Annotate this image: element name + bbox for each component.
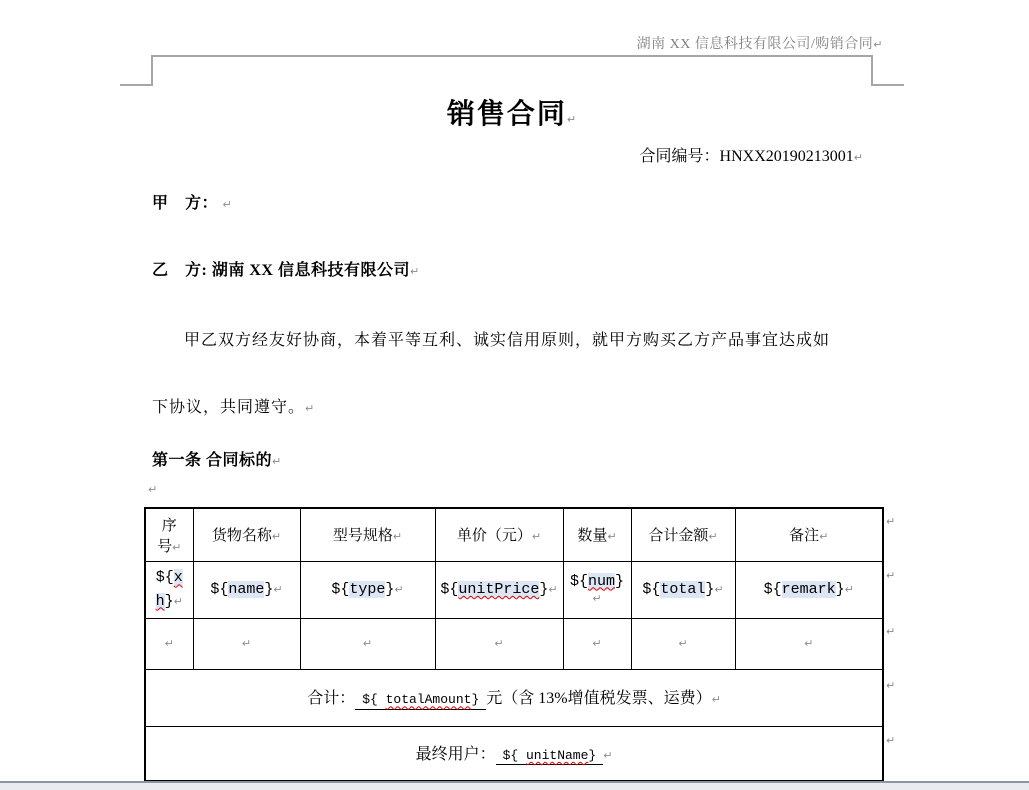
header-remark: 备注 [789, 528, 820, 545]
header-boundary-right-step [871, 84, 904, 86]
placeholder-var-xh: xh [155, 569, 183, 610]
paragraph-mark: ↵ [714, 583, 724, 596]
placeholder-var-unitprice: unitPrice [458, 581, 540, 598]
placeholder-prefix: ${ [331, 581, 350, 598]
paragraph-mark: ↵ [678, 637, 688, 650]
header-total: 合计金额 [648, 528, 709, 545]
header-boundary-left-vertical [151, 55, 153, 85]
paragraph-mark: ↵ [172, 540, 182, 554]
paragraph-mark: ↵ [886, 515, 896, 528]
paragraph-mark: ↵ [392, 530, 403, 544]
empty-cell [300, 618, 435, 669]
end-user-field [496, 745, 604, 765]
placeholder-var-remark: remark [781, 581, 836, 598]
document-title-line [152, 92, 873, 132]
paragraph-mark: ↵ [222, 198, 233, 211]
header-xuhao-line2: 号 [157, 538, 173, 555]
paragraph-mark: ↵ [148, 483, 158, 496]
header-cell-name [193, 508, 300, 561]
header-cell-num [563, 508, 631, 561]
party-b-line [152, 257, 420, 280]
placeholder-cell-xh [145, 561, 193, 618]
paragraph-mark: ↵ [804, 637, 814, 650]
paragraph-mark: ↵ [886, 679, 896, 692]
placeholder-cell-total [631, 561, 735, 618]
header-cell-type [300, 508, 435, 561]
placeholder-cell-unitprice [435, 561, 563, 618]
paragraph-mark: ↵ [886, 569, 896, 582]
header-unitprice: 单价（元） [456, 528, 532, 545]
party-a-label: 甲 方： [152, 195, 219, 212]
total-suffix-text: 元（含 13%增值税发票、运费） [486, 690, 712, 708]
user-field-prefix: ${ [502, 748, 526, 764]
goods-table [144, 507, 884, 782]
paragraph-mark: ↵ [409, 265, 420, 278]
paragraph-mark: ↵ [853, 151, 863, 164]
placeholder-prefix: ${ [210, 581, 229, 598]
header-cell-xuhao [145, 508, 193, 561]
paragraph-mark: ↵ [566, 113, 579, 126]
paragraph-mark: ↵ [711, 693, 721, 707]
placeholder-suffix: } [539, 581, 549, 598]
total-field-prefix: ${ [362, 692, 386, 708]
paragraph-mark: ↵ [886, 625, 896, 638]
total-amount-field [355, 689, 486, 709]
paragraph-mark: ↵ [592, 637, 602, 650]
paragraph-mark: ↵ [607, 530, 617, 544]
header-name: 货物名称 [211, 528, 272, 545]
paragraph-mark: ↵ [273, 583, 283, 596]
paragraph-mark: ↵ [819, 530, 829, 544]
header-cell-remark [735, 508, 883, 561]
user-field-var: unitName [525, 748, 589, 764]
header-num: 数量 [577, 528, 608, 545]
header-cell-unitprice [435, 508, 563, 561]
window-bottom-band [0, 783, 1029, 790]
placeholder-prefix: ${ [440, 581, 459, 598]
header-type: 型号规格 [332, 528, 393, 545]
total-amount-row [145, 669, 883, 726]
placeholder-var-total: total [660, 581, 706, 598]
paragraph-mark: ↵ [494, 637, 504, 650]
body-paragraph-line-2 [152, 394, 315, 417]
empty-cell [735, 618, 883, 669]
row-end-mark [886, 676, 895, 694]
empty-paragraph-mark [148, 480, 157, 498]
row-end-mark [886, 731, 895, 749]
paragraph-mark: ↵ [271, 530, 282, 544]
page-header-text [637, 33, 883, 53]
header-boundary-line [151, 55, 873, 57]
row-end-mark [886, 566, 895, 584]
contract-number-line [640, 143, 863, 166]
placeholder-prefix: ${ [569, 572, 588, 590]
paragraph-mark: ↵ [708, 530, 718, 544]
user-field-suffix: } [588, 748, 597, 764]
header-cell-total [631, 508, 735, 561]
empty-cell [145, 618, 193, 669]
paragraph-mark: ↵ [241, 637, 252, 650]
total-field-var: totalAmount [385, 692, 472, 708]
section-heading-line [152, 447, 282, 470]
total-label: 合计： [307, 690, 356, 708]
placeholder-suffix: } [264, 581, 274, 598]
placeholder-row [145, 561, 883, 618]
empty-cell [631, 618, 735, 669]
paragraph-mark: ↵ [305, 402, 316, 415]
table-header-row [145, 508, 883, 561]
placeholder-suffix: } [164, 592, 174, 610]
document-title: 销售合同 [446, 99, 567, 130]
end-user-cell [145, 726, 883, 781]
paragraph-mark: ↵ [886, 734, 896, 747]
end-user-label: 最终用户： [415, 746, 496, 764]
page-header-label: 湖南 XX 信息科技有限公司/购销合同 [636, 37, 874, 52]
placeholder-prefix: ${ [642, 581, 661, 598]
paragraph-mark: ↵ [272, 455, 282, 468]
empty-row [145, 618, 883, 669]
paragraph-mark: ↵ [173, 594, 183, 608]
placeholder-suffix: } [385, 581, 395, 598]
header-boundary-right-vertical [871, 55, 873, 85]
placeholder-prefix: ${ [763, 581, 782, 598]
placeholder-prefix: ${ [155, 569, 174, 587]
paragraph-mark: ↵ [873, 38, 883, 51]
end-user-row [145, 726, 883, 781]
contract-number: 合同编号：HNXX20190213001 [639, 148, 854, 165]
total-field-suffix: } [471, 692, 480, 708]
placeholder-suffix: } [835, 581, 845, 598]
placeholder-suffix: } [705, 581, 715, 598]
header-boundary-left-step [120, 84, 153, 86]
section-heading: 第一条 合同标的 [152, 452, 273, 469]
empty-cell [563, 618, 631, 669]
paragraph-mark: ↵ [362, 637, 373, 650]
empty-cell [193, 618, 300, 669]
party-b-label: 乙 方: 湖南 XX 信息科技有限公司 [152, 262, 410, 279]
placeholder-var-type: type [349, 581, 386, 598]
total-amount-cell [145, 669, 883, 726]
placeholder-suffix: } [615, 572, 625, 590]
header-xuhao-line1: 序 [161, 517, 177, 534]
paragraph-mark: ↵ [164, 637, 174, 650]
body-paragraph-line-2-text: 下协议，共同遵守。 [152, 399, 306, 416]
placeholder-cell-remark [735, 561, 883, 618]
placeholder-cell-num [563, 561, 631, 618]
empty-cell [435, 618, 563, 669]
paragraph-mark: ↵ [592, 591, 602, 605]
row-end-mark [886, 512, 895, 530]
row-end-mark [886, 622, 895, 640]
paragraph-mark: ↵ [531, 530, 542, 544]
paragraph-mark: ↵ [603, 749, 613, 763]
paragraph-mark: ↵ [844, 583, 854, 596]
party-a-line [152, 190, 232, 213]
placeholder-var-name: name [228, 581, 265, 598]
paragraph-mark: ↵ [394, 583, 404, 596]
placeholder-cell-type [300, 561, 435, 618]
paragraph-mark: ↵ [548, 583, 558, 596]
body-paragraph-line-1: 甲乙双方经友好协商，本着平等互利、诚实信用原则，就甲方购买乙方产品事宜达成如 [184, 332, 831, 349]
placeholder-cell-name [193, 561, 300, 618]
placeholder-var-num: num [587, 572, 615, 590]
